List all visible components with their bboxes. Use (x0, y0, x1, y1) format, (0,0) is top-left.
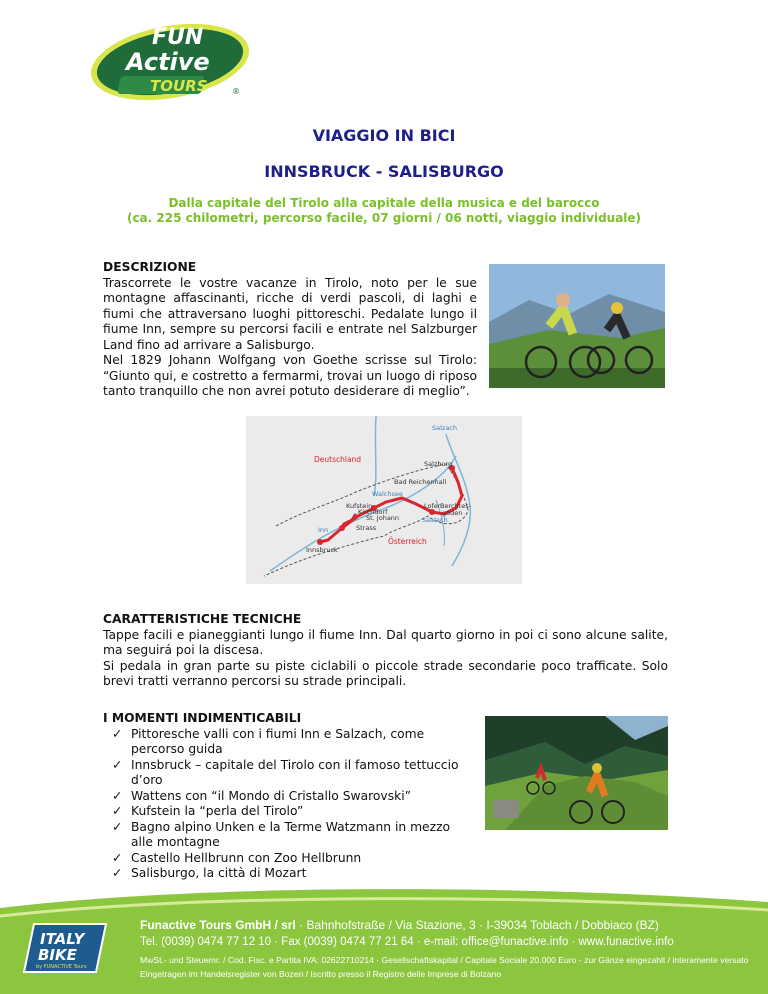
svg-text:Lofer: Lofer (424, 502, 441, 510)
subtitle-line-2: (ca. 225 chilometri, percorso facile, 07 giorni / 06 notti, viaggio individuale) (126, 211, 642, 225)
checkmark-icon: ✓ (112, 757, 123, 772)
checkmark-icon: ✓ (112, 804, 123, 818)
svg-text:BIKE: BIKE (38, 946, 77, 964)
svg-text:Inn: Inn (318, 526, 329, 534)
svg-text:ITALY: ITALY (40, 930, 85, 948)
checkmark-icon: ✓ (112, 819, 123, 834)
svg-text:Österreich: Österreich (388, 537, 427, 546)
svg-text:Walchsee: Walchsee (372, 490, 403, 498)
footer-line-4: Eingetragen im Handelsregister von Bozen / Iscritto presso il Registro delle Imprese di Bolzano (140, 969, 502, 979)
descrizione-heading: DESCRIZIONE (103, 260, 197, 274)
subtitle-line-1: Dalla capitale del Tirolo alla capitale della musica e del barocco (168, 196, 600, 210)
momenti-section (103, 711, 473, 882)
svg-text:Innsbruck: Innsbruck (306, 546, 338, 554)
footer-line-2: Tel. (0039) 0474 77 12 10 · Fax (0039) 0474 77 21 64 · e-mail: office@funactive.info · www.funactive.info (140, 936, 674, 948)
list-item: ✓ Kufstein la “perla del Tirolo” (112, 804, 304, 818)
svg-text:gaden: gaden (442, 509, 463, 517)
checkmark-icon: ✓ (112, 850, 123, 865)
svg-text:Active: Active (126, 48, 210, 76)
list-item: ✓ Salisburgo, la città di Mozart (112, 866, 307, 880)
svg-text:®: ® (232, 87, 240, 96)
caratteristiche-paragraph-2: Si pedala in gran parte su piste ciclabili o piccole strade secondarie poco trafficate. Solo brevi tratti verranno percorsi su strade principali. (103, 658, 668, 688)
descrizione-paragraph-1: Trascorrete le vostre vacanze in Tirolo, noto per le sue montagne affascinanti, ricche di verdi pascoli, di laghi e fiumi che attraversano luoghi pittoreschi. Pedalate lungo il fiume Inn, sempre su percorsi facili e entrate nel Salzburger Land fino ad arrivare a Salisburgo. (103, 275, 477, 352)
list-item: ✓ Castello Hellbrunn con Zoo Hellbrunn (112, 850, 362, 865)
checkmark-icon: ✓ (112, 866, 123, 880)
cyclists-photo (489, 264, 665, 388)
svg-text:Bad Reichenhall: Bad Reichenhall (394, 478, 447, 486)
list-item: ✓ Innsbruck – capitale del Tirolo con il famoso tettuccio d’oro (112, 757, 459, 787)
route-map (246, 416, 522, 584)
footer (0, 888, 768, 994)
list-item: ✓ Bagno alpino Unken e la Terme Watzmann in mezzo alle montagne (112, 819, 451, 849)
caratteristiche-paragraph-1: Tappe facili e pianeggianti lungo il fiume Inn. Dal quarto giorno in poi ci sono alcune salite, ma seguirá poi la discesa. (103, 627, 668, 657)
fun-active-tours-logo (86, 14, 256, 106)
svg-text:Berchtes-: Berchtes- (440, 502, 471, 510)
momenti-heading: I MOMENTI INDIMENTICABILI (103, 711, 302, 725)
svg-text:by FUNACTIVE Tours: by FUNACTIVE Tours (36, 964, 87, 970)
momenti-list (103, 727, 473, 882)
svg-text:Strass: Strass (356, 524, 377, 532)
svg-text:Salzach: Salzach (432, 424, 458, 432)
caratteristiche-section (103, 612, 668, 690)
descrizione-paragraph-2: Nel 1829 Johann Wolfgang von Goethe scrisse sul Tirolo: “Giunto qui, e costretto a fermarmi, trovai un luogo di riposo tanto tranquillo che non avrei potuto desiderare di meglio”. (103, 353, 477, 398)
svg-text:Salzburg: Salzburg (424, 460, 453, 468)
route-map-graphic (246, 416, 522, 584)
title-line-1: VIAGGIO IN BICI (312, 126, 456, 145)
title-line-2: INNSBRUCK - SALISBURGO (264, 162, 504, 181)
checkmark-icon: ✓ (112, 726, 123, 741)
mountain-bikers-photo (485, 716, 668, 830)
svg-text:Kufstein: Kufstein (346, 502, 373, 510)
list-item: ✓ Pittoresche valli con i fiumi Inn e Salzach, come percorso guida (112, 726, 425, 756)
caratteristiche-heading: CARATTERISTICHE TECNICHE (103, 612, 302, 626)
svg-text:FUN: FUN (152, 25, 204, 50)
footer-line-3: MwSt.- und Steuernr. / Cod. Fisc. e Partita IVA: 02622710214 · Gesellschaftskapital / Capitale Sociale 20.000 Euro - zur Gänze eingezahlt / interamente versato (140, 955, 749, 965)
checkmark-icon: ✓ (112, 788, 123, 803)
svg-text:St. Johann: St. Johann (366, 514, 400, 522)
footer-line-1: Funactive Tours GmbH / srl · Bahnhofstraße / Via Stazione, 3 · I-39034 Toblach / Dobbiaco (BZ) (140, 918, 659, 932)
svg-text:Kirchdorf: Kirchdorf (358, 508, 388, 516)
svg-text:Deutschland: Deutschland (314, 455, 362, 464)
list-item: ✓ Wattens con “il Mondo di Cristallo Swarovski” (112, 788, 412, 803)
svg-text:Saalach: Saalach (422, 516, 448, 524)
descrizione-section (103, 260, 477, 400)
svg-text:TOURS: TOURS (150, 77, 208, 95)
italy-bike-badge (22, 920, 108, 976)
subtitle (0, 196, 768, 226)
